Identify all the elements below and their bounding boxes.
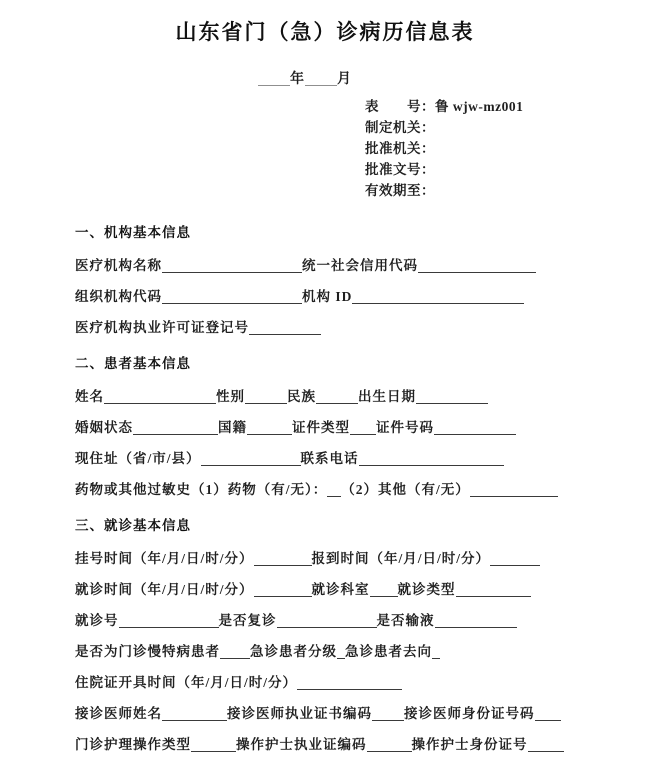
- form-row: [75, 707, 650, 721]
- meta-label: 有效期至：: [365, 183, 435, 198]
- section-institution: [75, 221, 650, 335]
- blank-field-line: [490, 552, 540, 566]
- meta-label: 批准文号：: [365, 162, 435, 177]
- blank-field-line: [535, 707, 561, 721]
- field-label: 接诊医师执业证书编码: [227, 706, 372, 721]
- blank-field-line: [162, 707, 227, 721]
- form-meta-block: [365, 96, 650, 201]
- field-label: 急诊患者去向: [345, 644, 432, 659]
- field-label: 统一社会信用代码: [302, 258, 418, 273]
- field-label: 联系电话: [300, 451, 359, 466]
- blank-field-line: [162, 259, 302, 273]
- field-label: 是否输液: [376, 613, 435, 628]
- section-rows-visit: [75, 552, 650, 752]
- blank-field-line: [352, 290, 524, 304]
- blank-field-line: [435, 614, 517, 628]
- field-label: 操作护士执业证编码: [236, 737, 367, 752]
- field-label: 机构 ID: [302, 289, 353, 304]
- blank-field-line: [254, 583, 312, 597]
- blank-field-line: [367, 738, 412, 752]
- section-heading-institution: 一、机构基本信息: [75, 225, 191, 240]
- section-heading-patient: 二、患者基本信息: [75, 356, 191, 371]
- field-label: 民族: [287, 389, 316, 404]
- meta-label: 批准机关：: [365, 141, 435, 156]
- form-row: [75, 583, 650, 597]
- date-line: [258, 68, 650, 88]
- form-body: [75, 221, 650, 752]
- blank-field-line: [245, 390, 287, 404]
- blank-field-line: [372, 707, 404, 721]
- form-row: [75, 738, 650, 752]
- field-label: 就诊号: [75, 613, 119, 628]
- month-label: 月: [337, 72, 352, 87]
- form-row: [75, 676, 650, 690]
- form-row: [75, 645, 650, 659]
- blank-field-line: [316, 390, 358, 404]
- field-label: 证件类型: [292, 420, 350, 435]
- field-label: （2）其他（有/无）: [341, 482, 470, 497]
- meta-row: [365, 96, 650, 117]
- section-visit: [75, 514, 650, 752]
- field-label: 国籍: [218, 420, 247, 435]
- meta-value: 鲁 wjw-mz001: [435, 99, 524, 114]
- blank-field-line: [254, 552, 312, 566]
- meta-row: [365, 117, 650, 138]
- form-page: [0, 16, 650, 757]
- form-title: 山东省门（急）诊病历信息表: [175, 20, 475, 44]
- form-row: [75, 290, 650, 304]
- meta-row: [365, 180, 650, 201]
- blank-field-line: [416, 390, 488, 404]
- blank-field-line: [327, 483, 341, 497]
- blank-field-line: [220, 645, 250, 659]
- field-label: 证件号码: [376, 420, 434, 435]
- field-label: 婚姻状态: [75, 420, 133, 435]
- field-label: 姓名: [75, 389, 104, 404]
- meta-row: [365, 138, 650, 159]
- year-label: 年: [290, 72, 305, 87]
- field-label: 是否复诊: [218, 613, 277, 628]
- field-label: 就诊时间（年/月/日/时/分）: [75, 582, 254, 597]
- blank-field-line: [249, 321, 321, 335]
- field-label: 出生日期: [358, 389, 416, 404]
- field-label: 组织机构代码: [75, 289, 162, 304]
- field-label: 性别: [216, 389, 245, 404]
- field-label: 医疗机构执业许可证登记号: [75, 320, 249, 335]
- section-patient: [75, 352, 650, 497]
- blank-field-line: [247, 421, 292, 435]
- blank-field-line: [370, 583, 398, 597]
- blank-field-line: [162, 290, 302, 304]
- month-blank-line: [305, 72, 337, 86]
- field-label: 操作护士身份证号: [411, 737, 528, 752]
- blank-field-line: [418, 259, 536, 273]
- field-label: 药物或其他过敏史（1）药物（有/无）：: [75, 482, 328, 497]
- blank-field-line: [104, 390, 216, 404]
- blank-field-line: [277, 614, 377, 628]
- blank-field-line: [432, 645, 440, 659]
- field-label: 是否为门诊慢特病患者: [75, 644, 220, 659]
- blank-field-line: [191, 738, 236, 752]
- blank-field-line: [119, 614, 219, 628]
- field-label: 医疗机构名称: [75, 258, 162, 273]
- blank-field-line: [297, 676, 402, 690]
- field-label: 挂号时间（年/月/日/时/分）: [75, 551, 254, 566]
- section-rows-institution: [75, 259, 650, 335]
- field-label: 住院证开具时间（年/月/日/时/分）: [75, 675, 298, 690]
- form-row: [75, 321, 650, 335]
- meta-label: 制定机关：: [365, 120, 435, 135]
- field-label: 急诊患者分级: [250, 644, 337, 659]
- field-label: 门诊护理操作类型: [75, 737, 191, 752]
- field-label: 接诊医师姓名: [75, 706, 162, 721]
- year-blank-line: [258, 72, 290, 86]
- field-label: 就诊类型: [397, 582, 456, 597]
- meta-label: 表 号：: [365, 99, 435, 114]
- form-row: [75, 614, 650, 628]
- form-row: [75, 421, 650, 435]
- form-row: [75, 552, 650, 566]
- blank-field-line: [528, 738, 564, 752]
- field-label: 接诊医师身份证号码: [404, 706, 535, 721]
- blank-field-line: [470, 483, 558, 497]
- blank-field-line: [359, 452, 504, 466]
- section-heading-visit: 三、就诊基本信息: [75, 518, 191, 533]
- form-row: [75, 483, 650, 497]
- blank-field-line: [133, 421, 218, 435]
- form-row: [75, 452, 650, 466]
- form-row: [75, 390, 650, 404]
- blank-field-line: [350, 421, 376, 435]
- blank-field-line: [337, 645, 345, 659]
- blank-field-line: [456, 583, 531, 597]
- blank-field-line: [434, 421, 516, 435]
- field-label: 报到时间（年/月/日/时/分）: [311, 551, 491, 566]
- field-label: 就诊科室: [311, 582, 370, 597]
- meta-row: [365, 159, 650, 180]
- blank-field-line: [201, 452, 301, 466]
- section-rows-patient: [75, 390, 650, 497]
- field-label: 现住址（省/市/县）: [75, 451, 201, 466]
- form-row: [75, 259, 650, 273]
